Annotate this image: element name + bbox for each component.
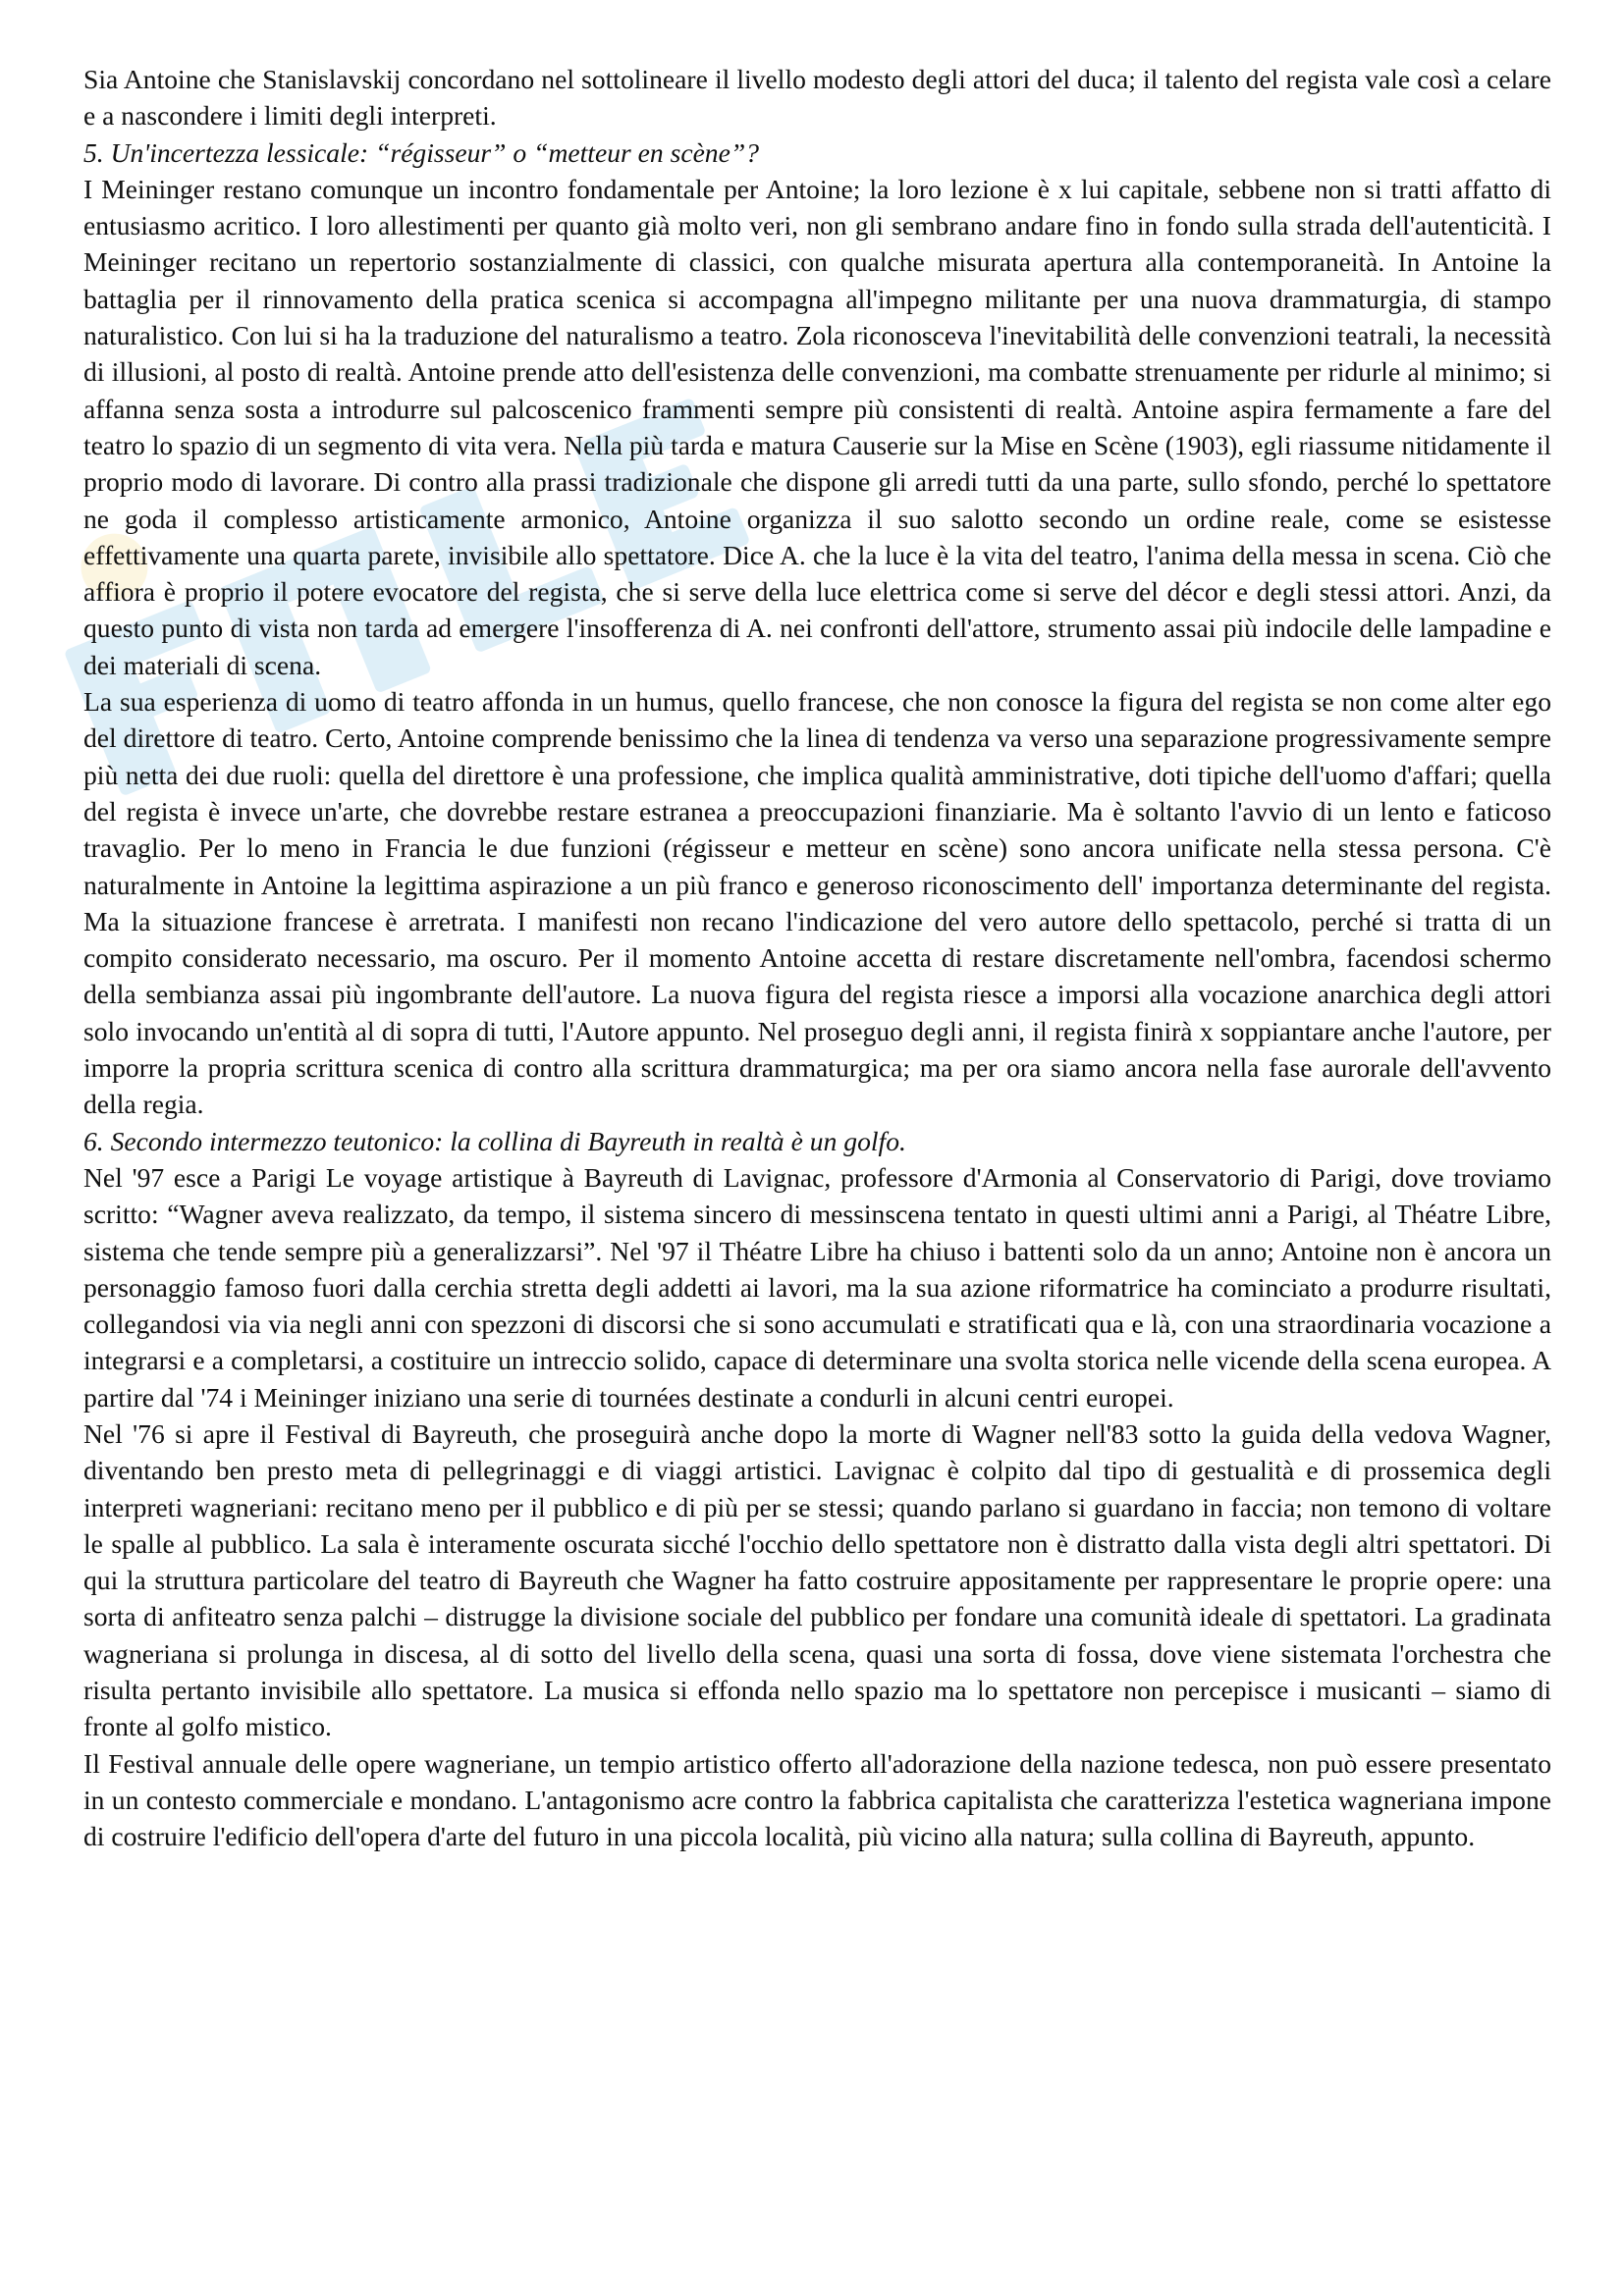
paragraph-5a: I Meininger restano comunque un incontro fondamentale per Antoine; la loro lezione è x lui capitale, sebbene non si tratti affatto di entusiasmo acritico. I loro allestimenti per quanto già molto veri, non gli sembrano andare fino in fondo sulla strada dell'autenticità. I Meininger recitano un repertorio sostanzialmente di classici, con qualche misurata apertura alla contemporaneità. In Antoine la battaglia per il rinnovamento della pratica scenica si accompagna all'impegno militante per una nuova drammaturgia, di stampo naturalistico. Con lui si ha la traduzione del naturalismo a teatro. Zola riconosceva l'inevitabilità delle convenzioni teatrali, la necessità di illusioni, al posto di realtà. Antoine prende atto dell'esistenza delle convenzioni, ma combatte strenuamente per ridurle al minimo; si affanna senza sosta a introdurre sul palcoscenico frammenti sempre più consistenti di realtà. Antoine aspira fermamente a fare del teatro lo spazio di un segmento di vita vera. Nella più tarda e matura Causerie sur la Mise en Scène (1903), egli riassume nitidamente il proprio modo di lavorare. Di contro alla prassi tradizionale che dispone gli arredi tutti da una parte, sullo sfondo, perché lo spettatore ne goda il complesso artisticamente armonico, Antoine organizza il suo salotto secondo un ordine reale, come se esistesse effettivamente una quarta parete, invisibile allo spettatore. Dice A. che la luce è la vita del teatro, l'anima della messa in scena. Ciò che affiora è proprio il potere evocatore del regista, che si serve della luce elettrica come si serve del décor e degli stessi attori. Anzi, da questo punto di vista non tarda ad emergere l'insofferenza di A. nei confronti dell'attore, strumento assai più indocile delle lampadine e dei materiali di scena.: [83, 173, 1551, 680]
paragraph-5b: La sua esperienza di uomo di teatro affonda in un humus, quello francese, che non conosce la figura del regista se non come alter ego del direttore di teatro. Certo, Antoine comprende benissimo che la linea di tendenza va verso una separazione progressivamente sempre più netta dei due ruoli: quella del direttore è una professione, che implica qualità amministrative, doti tipiche dell'uomo d'affari; quella del regista è invece un'arte, che dovrebbe restare estranea a preoccupazioni finanziarie. Ma è soltanto l'avvio di un lento e faticoso travaglio. Per lo meno in Francia le due funzioni (régisseur e metteur en scène) sono ancora unificate nella stessa persona. C'è naturalmente in Antoine la legittima aspirazione a un più franco e generoso riconoscimento dell' importanza determinante del regista. Ma la situazione francese è arretrata. I manifesti non recano l'indicazione del vero autore dello spettacolo, perché si tratta di un compito considerato necessario, ma oscuro. Per il momento Antoine accetta di restare discretamente nell'ombra, facendosi schermo della sembianza assai più ingombrante dell'autore. La nuova figura del regista riesce a imporsi alla vocazione anarchica degli attori solo invocando un'entità al di sopra di tutti, l'Autore appunto. Nel proseguo degli anni, il regista finirà x soppiantare anche l'autore, per imporre la propria scrittura scenica di contro alla scrittura drammaturgica; ma per ora siamo ancora nella fase aurorale dell'avvento della regia.: [83, 686, 1551, 1120]
section-heading-5: 5. Un'incertezza lessicale: “régisseur” o “metteur en scène”?: [83, 136, 759, 168]
paragraph-6a: Nel '97 esce a Parigi Le voyage artistique à Bayreuth di Lavignac, professore d'Armonia al Conservatorio di Parigi, dove troviamo scritto: “Wagner aveva realizzato, da tempo, il sistema sincero di messinscena tentato in questi ultimi anni a Parigi, al Théatre Libre, sistema che tende sempre più a generalizzarsi”. Nel '97 il Théatre Libre ha chiuso i battenti solo da un anno; Antoine non è ancora un personaggio famoso fuori dalla cerchia stretta degli addetti ai lavori, ma la sua azione riformatrice ha cominciato a produrre risultati, collegandosi via via negli anni con spezzoni di discorsi che si sono accumulati e stratificati qua e là, con una straordinaria vocazione a integrarsi e a completarsi, a costituire un intreccio solido, capace di determinare una svolta storica nelle vicende della scena europea. A partire dal '74 i Meininger iniziano una serie di tournées destinate a condurli in alcuni centri europei.: [83, 1161, 1551, 1413]
paragraph-6b: Nel '76 si apre il Festival di Bayreuth, che proseguirà anche dopo la morte di Wagner nell'83 sotto la guida della vedova Wagner, diventando ben presto meta di pellegrinaggi e di viaggi artistici. Lavignac è colpito dal tipo di gestualità e di prossemica degli interpreti wagneriani: recitano meno per il pubblico e di più per se stessi; quando parlano si guardano in faccia; non temono di voltare le spalle al pubblico. La sala è interamente oscurata sicché l'occhio dello spettatore non è distratto dalla vista degli altri spettatori. Di qui la struttura particolare del teatro di Bayreuth che Wagner ha fatto costruire appositamente per rappresentare le proprie opere: una sorta di anfiteatro senza palchi – distrugge la divisione sociale del pubblico per fondare una comunità ideale di spettatori. La gradinata wagneriana si prolunga in discesa, al di sotto del livello della scena, quasi una sorta di fossa, dove viene sistemata l'orchestra che risulta pertanto invisibile allo spettatore. La musica si effonda nello spazio ma lo spettatore non percepisce i musicanti – siamo di fronte al golfo mistico.: [83, 1417, 1551, 1742]
paragraph-6c: Il Festival annuale delle opere wagneriane, un tempio artistico offerto all'adorazione della nazione tedesca, non può essere presentato in un contesto commerciale e mondano. L'antagonismo acre contro la fabbrica capitalista che caratterizza l'estetica wagneriana impone di costruire l'edificio dell'opera d'arte del futuro in una piccola località, più vicino alla natura; sulla collina di Bayreuth, appunto.: [83, 1747, 1551, 1852]
document-body: [83, 61, 1551, 1855]
section-heading-6: 6. Secondo intermezzo teutonico: la collina di Bayreuth in realtà è un golfo.: [83, 1125, 906, 1156]
paragraph-intro: Sia Antoine che Stanislavskij concordano nel sottolineare il livello modesto degli attori del duca; il talento del regista vale così a celare e a nascondere i limiti degli interpreti.: [83, 64, 1551, 132]
